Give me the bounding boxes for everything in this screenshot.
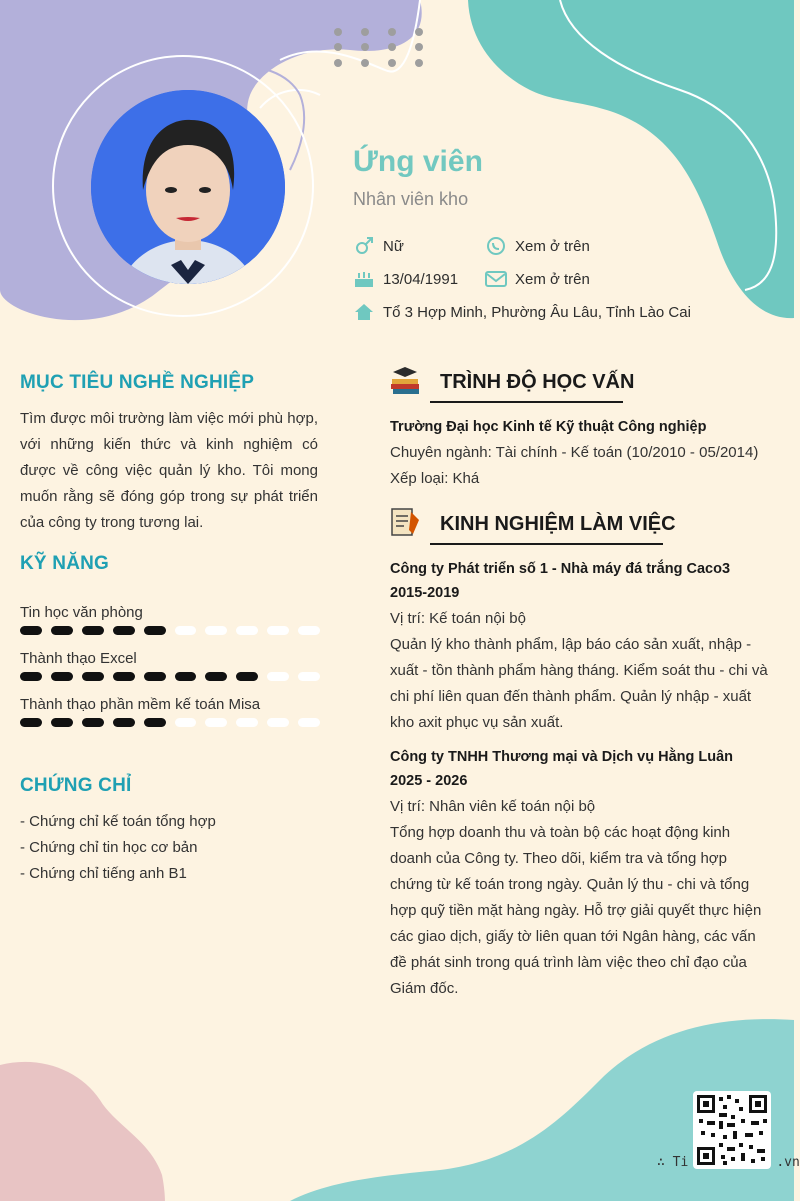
skill-level-dash-filled xyxy=(144,626,166,635)
email-row xyxy=(485,269,590,289)
certificate-item: - Chứng chỉ kế toán tổng hợp xyxy=(20,813,216,830)
certificate-item: - Chứng chỉ tin học cơ bản xyxy=(20,839,198,856)
skill-label: Thành thạo Excel xyxy=(20,650,137,667)
birthday-row xyxy=(353,269,458,289)
skill-level-dash-filled xyxy=(113,718,135,727)
qr-code[interactable] xyxy=(693,1091,771,1169)
documents-icon xyxy=(389,506,421,543)
skill-level-dash-filled xyxy=(175,672,197,681)
skill-level-dash-filled xyxy=(51,672,73,681)
skill-level-dash-empty xyxy=(236,718,258,727)
skill-level-dash-empty xyxy=(267,718,289,727)
job-company: Công ty Phát triển số 1 - Nhà máy đá trắng Caco3 xyxy=(390,561,731,577)
phone-icon xyxy=(485,236,507,256)
certificate-item: - Chứng chỉ tiếng anh B1 xyxy=(20,865,187,882)
skill-level-dash-filled xyxy=(20,718,42,727)
gender-icon xyxy=(353,236,375,256)
watermark-text: ∴ Ti xyxy=(657,1155,689,1170)
skill-level-dash-filled xyxy=(82,672,104,681)
job-period: 2025 - 2026 xyxy=(390,773,468,789)
job-description: Tổng hợp doanh thu và toàn bộ các hoạt động kinh doanh của Công ty. Theo dõi, kiểm tra và tổng hợp chứng từ kế toán trong ngày. Quản lý thu - chi và tổng hợp quỹ tiền mặt hàng ngày. Hỗ trợ giải quyết thực hiện các giao dịch, giấy tờ liên quan tới Ngân hàng, các vấn đề phát sinh trong quá trình làm việc theo chỉ đạo của Giám đốc. xyxy=(390,824,762,997)
skill-level-dash-filled xyxy=(82,718,104,727)
candidate-name: Ứng viên xyxy=(353,145,483,178)
job-description: Quản lý kho thành phẩm, lập báo cáo sản xuất, nhập - xuất - tồn thành phẩm hàng tháng. Kiểm soát thu - chi và chi phí liên quan đến thành phẩm. Quản lý nhập - xuất kho axit phục vụ sản xuất. xyxy=(390,636,768,731)
envelope-icon xyxy=(485,269,507,289)
skill-level-dash-empty xyxy=(205,626,227,635)
qr-code-graphic xyxy=(693,1091,771,1169)
experience-title: KINH NGHIỆM LÀM VIỆC xyxy=(440,513,676,535)
objective-text: Tìm được môi trường làm việc mới phù hợp, với những kiến thức và kinh nghiệm có được về công việc quản lý kho. Tôi mong muốn rằng sẽ đóng góp trong sự phát triển của công ty trong tương lai. xyxy=(20,410,318,531)
skill-level-dash-filled xyxy=(113,626,135,635)
portrait-illustration xyxy=(91,90,285,284)
skill-level-dash-filled xyxy=(20,672,42,681)
skill-label: Tin học văn phòng xyxy=(20,604,143,621)
skill-level-dash-filled xyxy=(51,718,73,727)
email-value[interactable]: Xem ở trên xyxy=(515,270,590,288)
phone-row xyxy=(485,236,590,256)
skill-level-dash-empty xyxy=(175,718,197,727)
skill-level-dash-filled xyxy=(144,718,166,727)
skill-level-dash-empty xyxy=(298,718,320,727)
skill-level-dash-empty xyxy=(175,626,197,635)
school-name: Trường Đại học Kinh tế Kỹ thuật Công nghiệp xyxy=(390,419,707,435)
skill-level-dash-filled xyxy=(236,672,258,681)
cake-icon xyxy=(353,269,375,289)
skill-level-dash-filled xyxy=(205,672,227,681)
job-company: Công ty TNHH Thương mại và Dịch vụ Hằng Luân xyxy=(390,749,734,765)
avatar xyxy=(91,90,285,284)
skill-row xyxy=(20,696,320,727)
skill-level-dash-filled xyxy=(144,672,166,681)
watermark-tail: .vn xyxy=(776,1155,800,1170)
objective-title: MỤC TIÊU NGHỀ NGHIỆP xyxy=(20,372,255,393)
education-underline xyxy=(430,401,623,403)
skill-level-meter xyxy=(20,672,320,681)
skill-label: Thành thạo phần mềm kế toán Misa xyxy=(20,696,261,713)
education-title: TRÌNH ĐỘ HỌC VẤN xyxy=(440,371,635,393)
gender-row xyxy=(353,236,404,256)
skill-level-dash-empty xyxy=(298,672,320,681)
phone-value[interactable]: Xem ở trên xyxy=(515,237,590,255)
address-value: Tổ 3 Hợp Minh, Phường Âu Lâu, Tỉnh Lào Cai xyxy=(383,303,691,321)
birthday-value: 13/04/1991 xyxy=(383,270,459,288)
skill-level-meter xyxy=(20,626,320,635)
skill-level-meter xyxy=(20,718,320,727)
skill-level-dash-empty xyxy=(205,718,227,727)
skill-level-dash-empty xyxy=(298,626,320,635)
skill-row xyxy=(20,604,320,635)
skill-level-dash-empty xyxy=(236,626,258,635)
home-icon xyxy=(353,302,375,322)
skill-level-dash-filled xyxy=(51,626,73,635)
skill-level-dash-empty xyxy=(267,626,289,635)
address-row xyxy=(353,302,691,322)
job-position: Vị trí: Nhân viên kế toán nội bộ xyxy=(390,798,596,815)
job-title: Nhân viên kho xyxy=(353,189,469,209)
skill-level-dash-empty xyxy=(267,672,289,681)
skill-row xyxy=(20,650,320,681)
books-icon xyxy=(389,364,421,401)
skill-level-dash-filled xyxy=(82,626,104,635)
job-position: Vị trí: Kế toán nội bộ xyxy=(390,610,526,627)
experience-underline xyxy=(430,543,663,545)
skill-level-dash-filled xyxy=(20,626,42,635)
job-period: 2015-2019 xyxy=(390,585,460,601)
education-grade: Xếp loại: Khá xyxy=(390,470,480,487)
skills-title: KỸ NĂNG xyxy=(20,553,110,574)
skill-level-dash-filled xyxy=(113,672,135,681)
certificates-title: CHỨNG CHỈ xyxy=(20,775,132,796)
gender-value: Nữ xyxy=(383,237,404,255)
education-major: Chuyên ngành: Tài chính - Kế toán (10/2010 - 05/2014) xyxy=(390,444,759,461)
